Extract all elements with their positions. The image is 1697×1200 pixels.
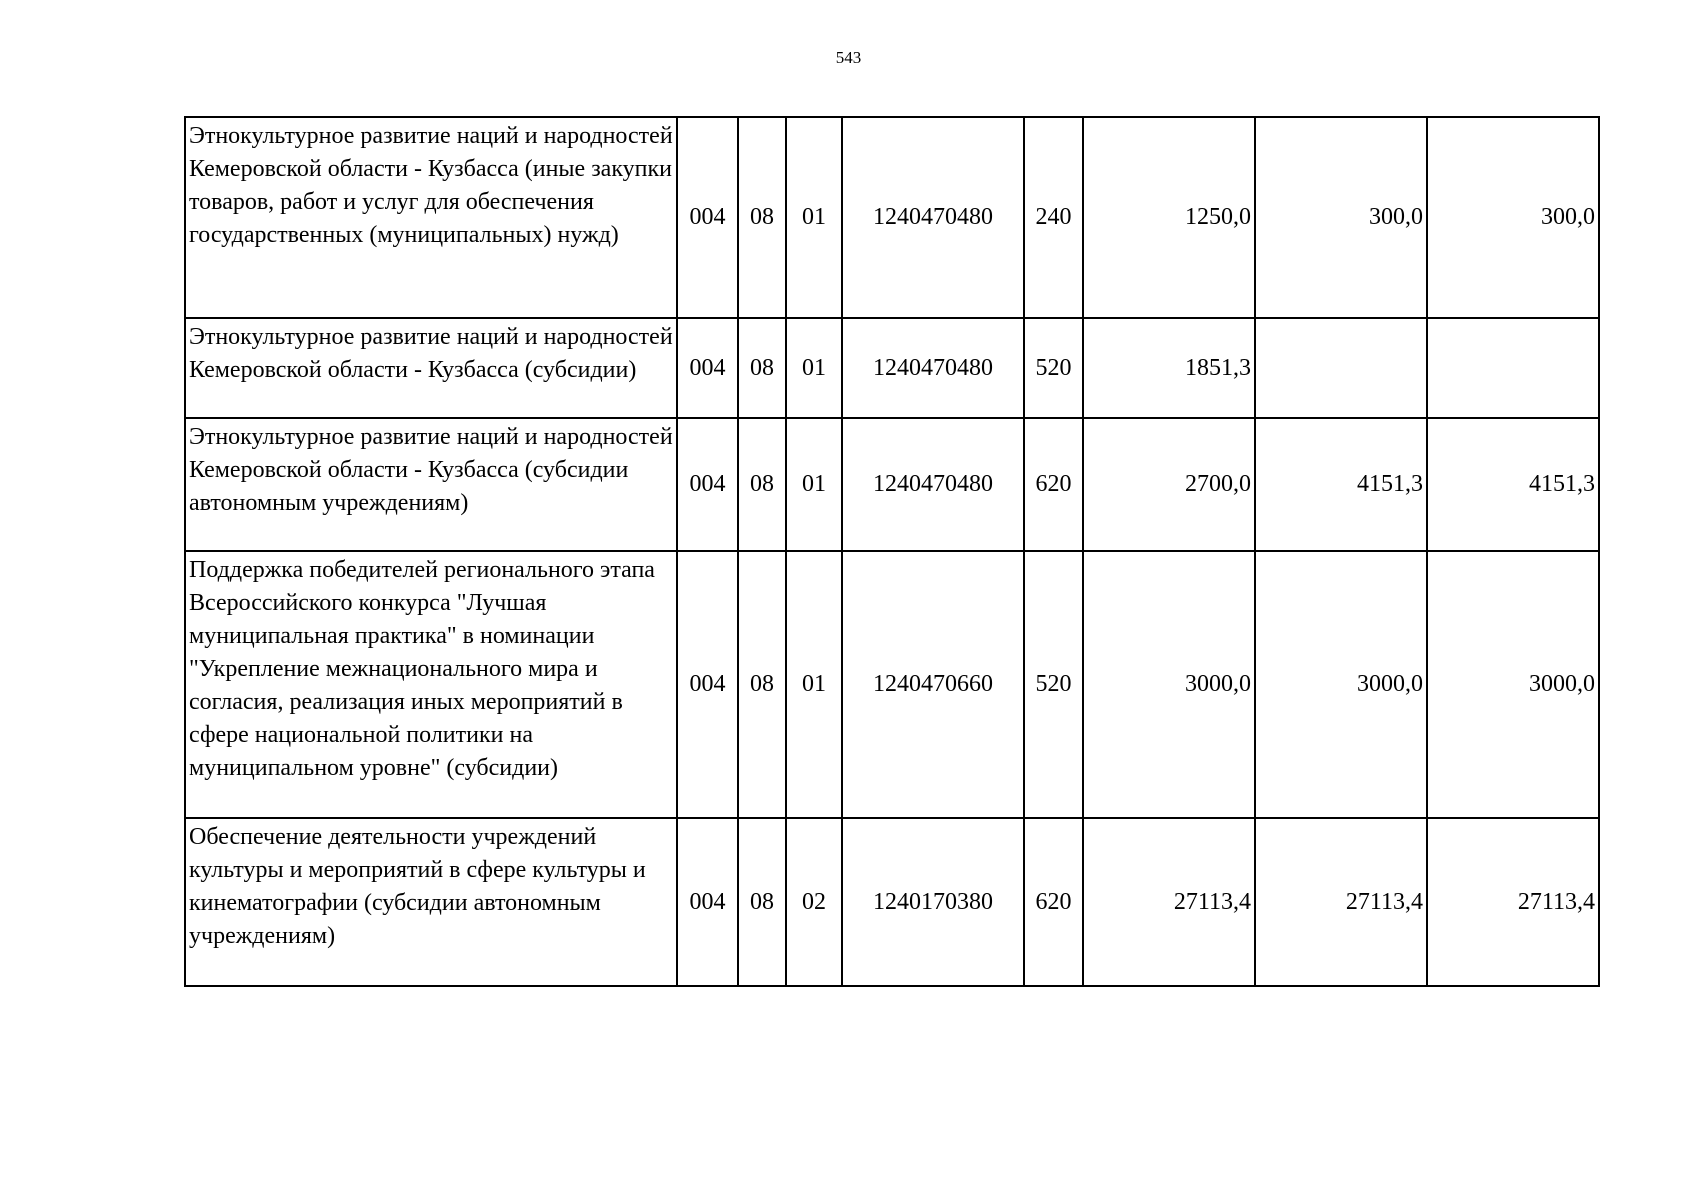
expense-type-code: 620 (1024, 418, 1083, 551)
value-3: 27113,4 (1427, 818, 1599, 986)
value-2 (1255, 318, 1427, 418)
value-2: 300,0 (1255, 117, 1427, 318)
value-2: 3000,0 (1255, 551, 1427, 818)
section-code: 08 (738, 418, 786, 551)
value-1: 1851,3 (1083, 318, 1255, 418)
expense-type-code: 620 (1024, 818, 1083, 986)
value-1: 2700,0 (1083, 418, 1255, 551)
value-3: 3000,0 (1427, 551, 1599, 818)
expense-type-code: 520 (1024, 318, 1083, 418)
budget-table (184, 116, 1600, 987)
row-name: Этнокультурное развитие наций и народностей Кемеровской области - Кузбасса (иные закупки товаров, работ и услуг для обеспечения государственных (муниципальных) нужд) (185, 117, 677, 318)
value-2: 27113,4 (1255, 818, 1427, 986)
subsection-code: 01 (786, 117, 842, 318)
table-row (185, 318, 1599, 418)
subsection-code: 02 (786, 818, 842, 986)
value-3: 300,0 (1427, 117, 1599, 318)
subsection-code: 01 (786, 551, 842, 818)
row-name: Обеспечение деятельности учреждений культуры и мероприятий в сфере культуры и кинематографии (субсидии автономным учреждениям) (185, 818, 677, 986)
ministry-code: 004 (677, 551, 738, 818)
table-row (185, 418, 1599, 551)
table-row (185, 551, 1599, 818)
subsection-code: 01 (786, 318, 842, 418)
row-name: Этнокультурное развитие наций и народностей Кемеровской области - Кузбасса (субсидии автономным учреждениям) (185, 418, 677, 551)
row-name: Этнокультурное развитие наций и народностей Кемеровской области - Кузбасса (субсидии) (185, 318, 677, 418)
ministry-code: 004 (677, 117, 738, 318)
subsection-code: 01 (786, 418, 842, 551)
value-1: 3000,0 (1083, 551, 1255, 818)
value-3: 4151,3 (1427, 418, 1599, 551)
ministry-code: 004 (677, 418, 738, 551)
section-code: 08 (738, 551, 786, 818)
value-1: 27113,4 (1083, 818, 1255, 986)
expense-type-code: 520 (1024, 551, 1083, 818)
page-number: 543 (835, 48, 862, 67)
target-code: 1240470660 (842, 551, 1024, 818)
target-code: 1240170380 (842, 818, 1024, 986)
value-1: 1250,0 (1083, 117, 1255, 318)
value-2: 4151,3 (1255, 418, 1427, 551)
section-code: 08 (738, 117, 786, 318)
target-code: 1240470480 (842, 418, 1024, 551)
ministry-code: 004 (677, 818, 738, 986)
target-code: 1240470480 (842, 117, 1024, 318)
target-code: 1240470480 (842, 318, 1024, 418)
section-code: 08 (738, 818, 786, 986)
section-code: 08 (738, 318, 786, 418)
table-row (185, 818, 1599, 986)
row-name: Поддержка победителей регионального этапа Всероссийского конкурса "Лучшая муниципальная практика" в номинации "Укрепление межнационального мира и согласия, реализация иных мероприятий в сфере национальной политики на муниципальном уровне" (субсидии) (185, 551, 677, 818)
table-row (185, 117, 1599, 318)
ministry-code: 004 (677, 318, 738, 418)
value-3 (1427, 318, 1599, 418)
expense-type-code: 240 (1024, 117, 1083, 318)
